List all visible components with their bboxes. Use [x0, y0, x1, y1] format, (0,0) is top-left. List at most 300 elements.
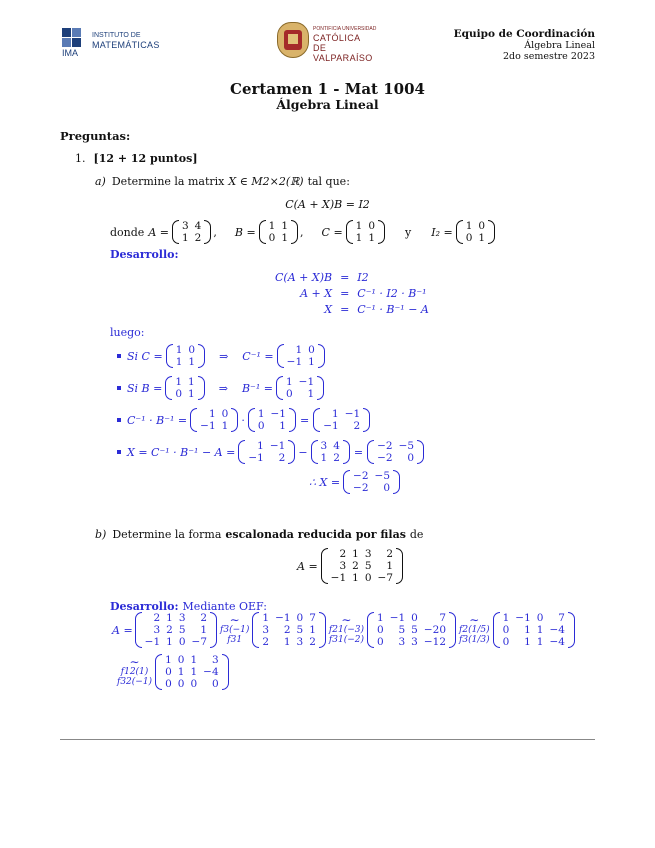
matrix-entry: 0: [478, 220, 486, 232]
matrix-row: [500, 636, 568, 648]
left-paren: [259, 220, 266, 244]
matrix-entry: 3: [320, 440, 328, 452]
matrix-entry: 1: [386, 560, 394, 572]
matrix-entry: −5: [398, 440, 415, 452]
matrix-entry: 1: [285, 376, 293, 388]
matrix-body: [255, 408, 289, 432]
product-symbol: C⁻¹ · B⁻¹ =: [127, 413, 188, 427]
right-paren: [210, 612, 217, 648]
derivation-row: [271, 270, 433, 286]
matrix-entry: 5: [398, 624, 406, 636]
right-paren: [319, 612, 326, 648]
matrix-entry: 7: [558, 612, 565, 624]
matrix-entry: 3: [339, 560, 347, 572]
matrix-row: [500, 612, 568, 624]
part-b-statement: [95, 528, 423, 541]
footer-divider: [60, 739, 595, 740]
matrix-row: [162, 654, 222, 666]
bullet-x: X = C⁻¹ · B⁻¹ − A = 1 −1 −1 2 − 3 4 1 2 = −2 −5 −2 0: [117, 440, 424, 464]
matrix-row: [162, 666, 222, 678]
question-points: [12 + 12 puntos]: [93, 152, 198, 165]
matrix-entry: 0: [364, 572, 372, 584]
matrix-x: [367, 440, 424, 464]
matrix-a-symbol: A =: [148, 225, 169, 239]
matrix-row: [283, 376, 317, 388]
matrix-entry: −1: [200, 420, 216, 432]
row-ops-3: ∼ f2(1/5) f3(1/3): [459, 613, 490, 645]
university-seal-icon: [277, 22, 309, 58]
matrix-entry: −1: [330, 572, 347, 584]
matrix-entry: 2: [353, 420, 361, 432]
matrix-entry: 1: [308, 356, 315, 368]
matrix-entry: −4: [549, 624, 565, 636]
left-paren: [155, 654, 162, 690]
part-a-statement: [95, 175, 350, 188]
dev-label: Desarrollo:: [110, 600, 179, 613]
left-paren: [165, 376, 172, 400]
matrix-entry: −1: [389, 612, 406, 624]
matrix-body: [142, 612, 210, 648]
matrix-entry: 7: [439, 612, 447, 624]
matrix-entry: 1: [295, 344, 303, 356]
matrix-entry: 2: [309, 636, 316, 648]
matrix-row: [328, 572, 396, 584]
logo-square-icon: [72, 38, 81, 47]
section-label: Preguntas:: [60, 129, 131, 143]
bullet-icon: [117, 386, 121, 390]
row-op: f31(−2): [328, 635, 364, 645]
matrix-entry: 1: [355, 232, 363, 244]
matrix-row: [283, 388, 317, 400]
bullet-icon: [117, 354, 121, 358]
matrix-entry: −4: [549, 636, 565, 648]
matrix-row: [259, 624, 319, 636]
right-paren: [396, 548, 403, 584]
logo-mark: IMA: [62, 48, 79, 58]
matrix-row: [374, 452, 417, 464]
matrix-row: [259, 636, 319, 648]
matrix-body: [328, 548, 396, 584]
matrix-row: [284, 344, 318, 356]
matrix-body: [320, 408, 363, 432]
matrix-body: [266, 220, 291, 244]
part-b-label: b): [95, 528, 107, 541]
matrix-entry: 2: [283, 624, 291, 636]
matrix-row: [500, 624, 568, 636]
matrix-row: [266, 220, 291, 232]
matrix-row: [353, 220, 378, 232]
header-info: [454, 29, 595, 62]
matrix-entry: 1: [268, 220, 276, 232]
row-op: f3(1/3): [459, 635, 490, 645]
matrix-i2-symbol: I₂ =: [431, 225, 453, 239]
matrix-entry: −7: [191, 636, 208, 648]
matrix-b-inverse: [248, 408, 296, 432]
right-paren: [363, 408, 370, 432]
matrix-entry: 3: [153, 624, 161, 636]
matrix-entry: 1: [502, 612, 510, 624]
matrix-entry: −2: [377, 440, 393, 452]
matrix-body: [353, 220, 378, 244]
matrix-entry: 0: [177, 678, 185, 690]
semester: 2do semestre 2023: [502, 51, 595, 62]
right-paren: [198, 376, 205, 400]
matrix-a-3x4: [135, 612, 217, 648]
matrix-entry: 0: [268, 232, 276, 244]
question-number: 1.: [75, 152, 86, 165]
matrix-entry: 2: [386, 548, 394, 560]
matrix-step-3: [493, 612, 575, 648]
part-a-math: X ∈ M2×2(ℝ): [228, 175, 304, 188]
matrix-product: [313, 408, 370, 432]
part-a-text-end: tal que:: [307, 175, 350, 188]
matrix-body: [500, 612, 568, 648]
matrix-entry: 1: [165, 654, 172, 666]
matrix-entry: 0: [383, 482, 391, 494]
bullet-text: Si B =: [127, 381, 163, 395]
page-subtitle: Álgebra Lineal: [276, 97, 379, 112]
matrix-entry: 0: [536, 612, 544, 624]
matrix-row: [374, 636, 449, 648]
matrix-entry: 0: [178, 636, 186, 648]
row-ops-2: ∼ f21(−3) f31(−2): [328, 613, 364, 645]
result-x: [309, 470, 400, 494]
matrix-entry: 3: [178, 612, 186, 624]
matrix-entry: −1: [269, 440, 286, 452]
matrix-entry: 0: [257, 420, 265, 432]
matrix-entry: 2: [333, 452, 340, 464]
step-rhs: I2: [357, 271, 369, 284]
part-a-label: a): [95, 175, 106, 188]
matrix-row: [245, 440, 288, 452]
matrix-entry: 1: [221, 420, 229, 432]
binv-symbol: B⁻¹ =: [241, 381, 273, 395]
matrix-c-symbol: C =: [321, 225, 343, 239]
left-paren: [313, 408, 320, 432]
matrix-row: [197, 408, 231, 420]
therefore-symbol: ∴ X =: [309, 475, 341, 489]
part-a-equation: C(A + X)B = I2: [285, 198, 370, 211]
matrix-entry: 1: [478, 232, 486, 244]
matrix-entry: 1: [188, 388, 195, 400]
matrix-entry: 1: [188, 356, 196, 368]
matrix-entry: 1: [536, 636, 544, 648]
matrix-row: [320, 408, 363, 420]
matrix-row: [142, 636, 210, 648]
matrix-entry: 1: [281, 232, 289, 244]
step-rel: =: [340, 303, 350, 316]
institute-logo: [62, 28, 160, 60]
matrix-entry: −1: [270, 408, 286, 420]
matrix-entry: 5: [411, 624, 418, 636]
matrix-row: [374, 612, 449, 624]
right-paren: [291, 220, 298, 244]
matrix-entry: 1: [175, 356, 183, 368]
and-label: y: [405, 225, 412, 239]
matrix-entry: 0: [502, 624, 510, 636]
matrix-body: [197, 408, 231, 432]
matrix-entry: 0: [190, 678, 198, 690]
matrix-entry: 0: [165, 678, 172, 690]
matrix-entry: 1: [190, 666, 198, 678]
matrix-b-inverse: [276, 376, 324, 400]
right-paren: [449, 612, 456, 648]
matrix-entry: −1: [515, 612, 531, 624]
left-paren: [277, 344, 284, 368]
bullet-c-inverse: [117, 344, 325, 368]
matrix-entry: 1: [177, 666, 185, 678]
matrix-b: [165, 376, 204, 400]
right-paren: [417, 440, 424, 464]
bullet-icon: [117, 418, 121, 422]
where-label: donde: [110, 225, 145, 239]
matrix-entry: 1: [283, 636, 291, 648]
matrix-row: [350, 470, 393, 482]
matrix-row: [350, 482, 393, 494]
matrix-b: [259, 220, 298, 244]
matrix-entry: −1: [286, 356, 303, 368]
logo-square-icon: [62, 38, 71, 47]
step-rel: =: [340, 271, 350, 284]
matrix-entry: 2: [278, 452, 286, 464]
matrix-c: [166, 344, 205, 368]
matrix-entry: 0: [502, 636, 510, 648]
right-paren: [198, 344, 205, 368]
row-op: f21(−3): [328, 625, 364, 635]
matrix-entry: −1: [144, 636, 161, 648]
matrix-a: [172, 220, 211, 244]
matrix-body: [374, 440, 417, 464]
step-rhs: C⁻¹ · I2 · B⁻¹: [357, 287, 427, 300]
matrix-entry: 2: [153, 612, 161, 624]
matrix-row: [255, 420, 289, 432]
matrix-row: [179, 232, 204, 244]
logo-line1: INSTITUTO DE: [92, 32, 141, 39]
row-op: f2(1/5): [459, 625, 490, 635]
matrix-entry: 1: [352, 572, 359, 584]
matrix-entry: 4: [194, 220, 202, 232]
matrix-c-inverse: [277, 344, 325, 368]
matrix-b-symbol: B =: [234, 225, 256, 239]
matrix-c: [346, 220, 385, 244]
matrix-step-2: [367, 612, 456, 648]
matrix-entry: 0: [368, 220, 376, 232]
matrix-entry: 3: [411, 636, 418, 648]
matrix-entry: 5: [296, 624, 304, 636]
left-paren: [367, 440, 374, 464]
step-lhs: C(A + X)B: [275, 271, 333, 284]
step-rel: =: [340, 287, 350, 300]
part-b-text-post: de: [409, 528, 424, 541]
matrix-row: [172, 376, 197, 388]
matrix-c-inverse: [190, 408, 238, 432]
right-paren: [289, 408, 296, 432]
matrix-row: [284, 356, 318, 368]
bullet-icon: [117, 450, 121, 454]
right-paren: [318, 344, 325, 368]
matrix-entry: 4: [333, 440, 340, 452]
bullet-text: Si C =: [127, 349, 163, 363]
matrix-entry: 2: [262, 636, 270, 648]
university-logo: [277, 22, 387, 63]
matrix-entry: −1: [323, 420, 339, 432]
matrix-row: [353, 232, 378, 244]
matrix-step-1: [252, 612, 326, 648]
matrix-row: [318, 440, 343, 452]
matrix-entry: −20: [423, 624, 447, 636]
right-paren: [222, 654, 229, 690]
matrix-body: [318, 440, 343, 464]
left-paren: [321, 548, 328, 584]
matrix-row: [328, 548, 396, 560]
matrix-body: [259, 612, 319, 648]
right-paren: [378, 220, 385, 244]
matrix-entry: 3: [181, 220, 189, 232]
matrix-row: [173, 344, 198, 356]
left-paren: [172, 220, 179, 244]
x-symbol: X = C⁻¹ · B⁻¹ − A =: [127, 445, 236, 459]
part-b-text-bold: escalonada reducida por filas: [225, 528, 406, 541]
matrix-entry: 1: [536, 624, 544, 636]
part-b-text-pre: Determine la forma: [112, 528, 222, 541]
matrix-entry: −12: [423, 636, 447, 648]
matrix-entry: 1: [175, 344, 183, 356]
matrix-row: [374, 440, 417, 452]
matrix-entry: 0: [296, 612, 304, 624]
implies-symbol: ⇒: [218, 381, 228, 395]
right-paren: [488, 220, 495, 244]
matrix-entry: −7: [377, 572, 394, 584]
matrix-entry: 1: [188, 376, 195, 388]
matrix-entry: 1: [281, 220, 289, 232]
matrix-row: [255, 408, 289, 420]
course-name: Álgebra Lineal: [524, 40, 595, 51]
dev-label-a: Desarrollo:: [110, 248, 179, 261]
matrix-body: [172, 376, 197, 400]
matrix-entry: 1: [257, 440, 264, 452]
matrix-entry: 2: [352, 560, 359, 572]
matrix-entry: −2: [353, 470, 369, 482]
left-paren: [248, 408, 255, 432]
matrix-entry: 0: [377, 624, 384, 636]
matrix-entry: 1: [208, 408, 216, 420]
matrix-row: [179, 220, 204, 232]
matrix-entry: 1: [307, 388, 315, 400]
matrix-entry: 0: [411, 612, 418, 624]
right-paren: [393, 470, 400, 494]
given-matrices: donde A = 3 4 1 2 , B = 1 1 0 1 , C = 1 0 1 1 y I₂ = 1 0 0 1: [110, 220, 495, 244]
part-b-matrix: [297, 548, 403, 584]
row-ops-4: ∼ f12(1) f32(−1): [117, 655, 153, 687]
matrix-entry: 5: [364, 560, 372, 572]
matrix-row: [320, 420, 363, 432]
matrix-entry: 0: [465, 232, 473, 244]
matrix-entry: 1: [309, 624, 316, 636]
matrix-row: [245, 452, 288, 464]
method-label: Mediante OEF:: [182, 600, 267, 613]
matrix-entry: 2: [194, 232, 202, 244]
left-paren: [135, 612, 142, 648]
matrix-a: [311, 440, 350, 464]
row-op: f3(−1): [220, 625, 250, 635]
matrix-entry: 3: [398, 636, 406, 648]
university-line2: CATÓLICA: [313, 33, 361, 43]
step-rhs: C⁻¹ · B⁻¹ − A: [357, 303, 429, 316]
logo-square-icon: [62, 28, 71, 37]
matrix-entry: 1: [181, 232, 189, 244]
implies-symbol: ⇒: [219, 349, 229, 363]
bullet-product: C⁻¹ · B⁻¹ = 1 0 −1 1 · 1 −1 0 1 = 1 −1 −1 2: [117, 408, 370, 432]
reduction-chain-2: [114, 654, 229, 690]
matrix-entry: 1: [166, 612, 173, 624]
logo-square-icon: [72, 28, 81, 37]
matrix-body: [463, 220, 488, 244]
matrix-entry: 0: [165, 666, 172, 678]
matrix-entry: 1: [332, 408, 339, 420]
matrix-row: [173, 356, 198, 368]
matrix-entry: 1: [524, 624, 531, 636]
matrix-x: [343, 470, 400, 494]
matrix-entry: 5: [178, 624, 186, 636]
matrix-entry: 0: [407, 452, 415, 464]
part-a-text: Determine la matrix: [111, 175, 225, 188]
matrix-row: [162, 678, 222, 690]
matrix-row: [374, 624, 449, 636]
left-paren: [367, 612, 374, 648]
matrix-entry: 1: [166, 636, 173, 648]
matrix-a-3x4: [321, 548, 403, 584]
left-paren: [190, 408, 197, 432]
matrix-entry: −1: [248, 452, 264, 464]
derivation-steps: [271, 270, 433, 318]
matrix-entry: 7: [309, 612, 316, 624]
right-paren: [288, 440, 295, 464]
logo-line2: MATEMÁTICAS: [92, 40, 160, 50]
left-paren: [252, 612, 259, 648]
step-lhs: X: [324, 303, 333, 316]
matrix-a-symbol: A =: [112, 623, 133, 637]
university-line1: PONTIFICIA UNIVERSIDAD: [313, 26, 377, 32]
matrix-entry: 3: [211, 654, 219, 666]
left-paren: [343, 470, 350, 494]
matrix-row: [328, 560, 396, 572]
bullet-b-inverse: [117, 376, 324, 400]
matrix-entry: 3: [296, 636, 304, 648]
matrix-entry: 2: [166, 624, 173, 636]
matrix-body: [245, 440, 288, 464]
left-paren: [456, 220, 463, 244]
right-paren: [231, 408, 238, 432]
step-lhs: A + X: [300, 287, 333, 300]
matrix-entry: 0: [285, 388, 293, 400]
matrix-i2: [456, 220, 495, 244]
matrix-entry: −2: [353, 482, 369, 494]
matrix-entry: 3: [262, 624, 270, 636]
matrix-entry: 1: [320, 452, 328, 464]
row-ops-1: ∼ f3(−1) f31: [220, 613, 250, 645]
matrix-entry: 1: [190, 654, 198, 666]
matrix-row: [142, 612, 210, 624]
matrix-entry: −4: [203, 666, 219, 678]
right-paren: [568, 612, 575, 648]
row-op: f32(−1): [117, 677, 153, 687]
matrix-entry: 1: [465, 220, 473, 232]
matrix-entry: −1: [344, 408, 361, 420]
matrix-entry: 1: [368, 232, 376, 244]
matrix-entry: 1: [352, 548, 359, 560]
matrix-entry: 0: [308, 344, 315, 356]
matrix-row: [463, 232, 488, 244]
